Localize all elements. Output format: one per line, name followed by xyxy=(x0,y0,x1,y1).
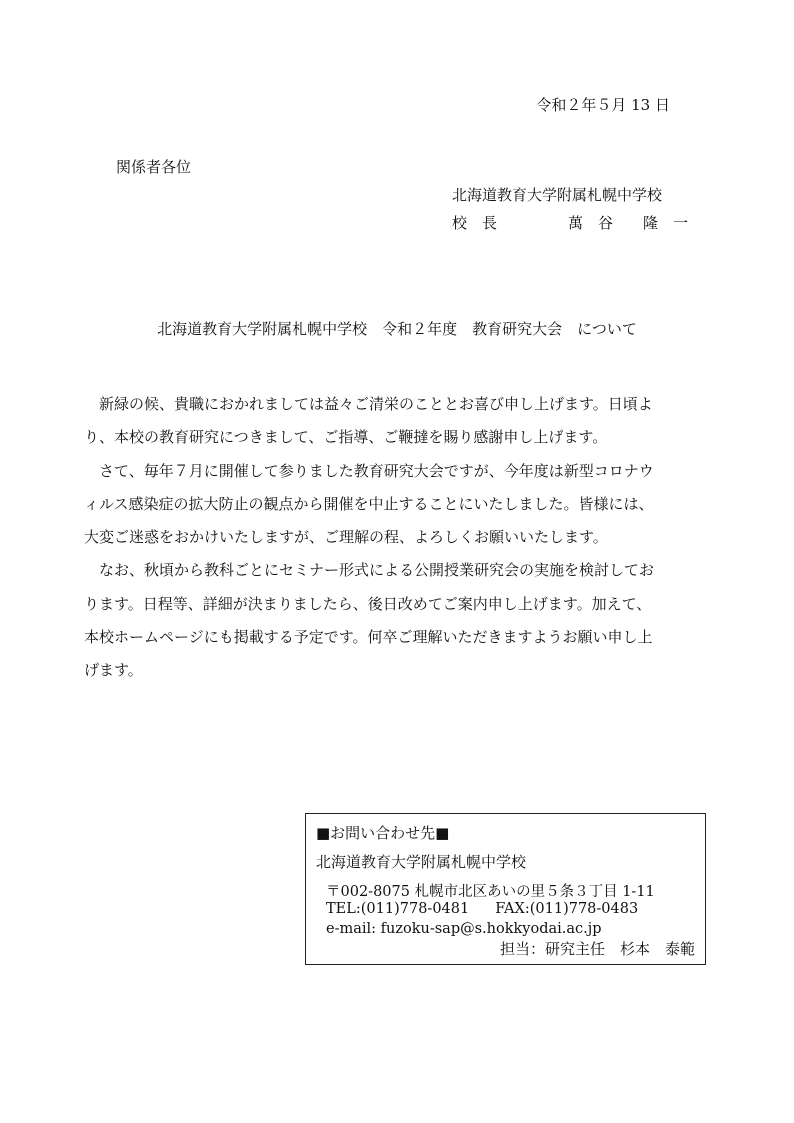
contact-fax: FAX:(011)778-0483 xyxy=(495,901,639,917)
letter-date: 令和２年５月 13 日 xyxy=(536,96,670,114)
contact-phone-fax xyxy=(326,901,638,917)
letter-subject: 北海道教育大学附属札幌中学校 令和２年度 教育研究大会 について xyxy=(157,320,637,338)
body-line: なお、秋頃から教科ごとにセミナー形式による公開授業研究会の実施を検討してお xyxy=(99,561,655,580)
contact-school-name: 北海道教育大学附属札幌中学校 xyxy=(316,853,527,871)
contact-person: 担当：研究主任 杉本 泰範 xyxy=(499,940,695,958)
addressee: 関係者各位 xyxy=(116,158,192,176)
principal-title: 校 長 xyxy=(452,214,498,232)
body-line: さて、毎年７月に開催して参りました教育研究大会ですが、今年度は新型コロナウ xyxy=(99,461,654,480)
sender-school-name: 北海道教育大学附属札幌中学校 xyxy=(452,186,663,204)
contact-address: 〒002-8075 札幌市北区あいの里５条３丁目 1-11 xyxy=(326,884,655,900)
body-line: 新緑の候、貴職におかれましては益々ご清栄のこととお喜び申し上げます。日頃よ xyxy=(99,395,653,413)
sender-principal xyxy=(452,212,688,233)
body-line: り、本校の教育研究につきまして、ご指導、ご鞭撻を賜り感謝申し上げます。 xyxy=(84,428,608,447)
contact-tel: TEL:(011)778-0481 xyxy=(326,901,470,917)
principal-name: 萬 谷 隆 一 xyxy=(568,214,689,232)
body-line: ります。日程等、詳細が決まりましたら、後日改めてご案内申し上げます。加えて、 xyxy=(84,594,652,613)
body-line: げます。 xyxy=(84,661,143,680)
contact-box xyxy=(305,813,706,965)
contact-email: e-mail: fuzoku-sap@s.hokkyodai.ac.jp xyxy=(326,921,602,937)
body-line: ィルス感染症の拡大防止の観点から開催を中止することにいたしました。皆様には、 xyxy=(84,494,654,513)
contact-heading: ■お問い合わせ先■ xyxy=(316,824,450,842)
body-line: 本校ホームページにも掲載する予定です。何卒ご理解いただきますようお願い申し上 xyxy=(84,628,653,647)
body-line: 大変ご迷惑をおかけいたしますが、ご理解の程、よろしくお願いいたします。 xyxy=(84,528,608,547)
letter-body xyxy=(84,388,714,688)
